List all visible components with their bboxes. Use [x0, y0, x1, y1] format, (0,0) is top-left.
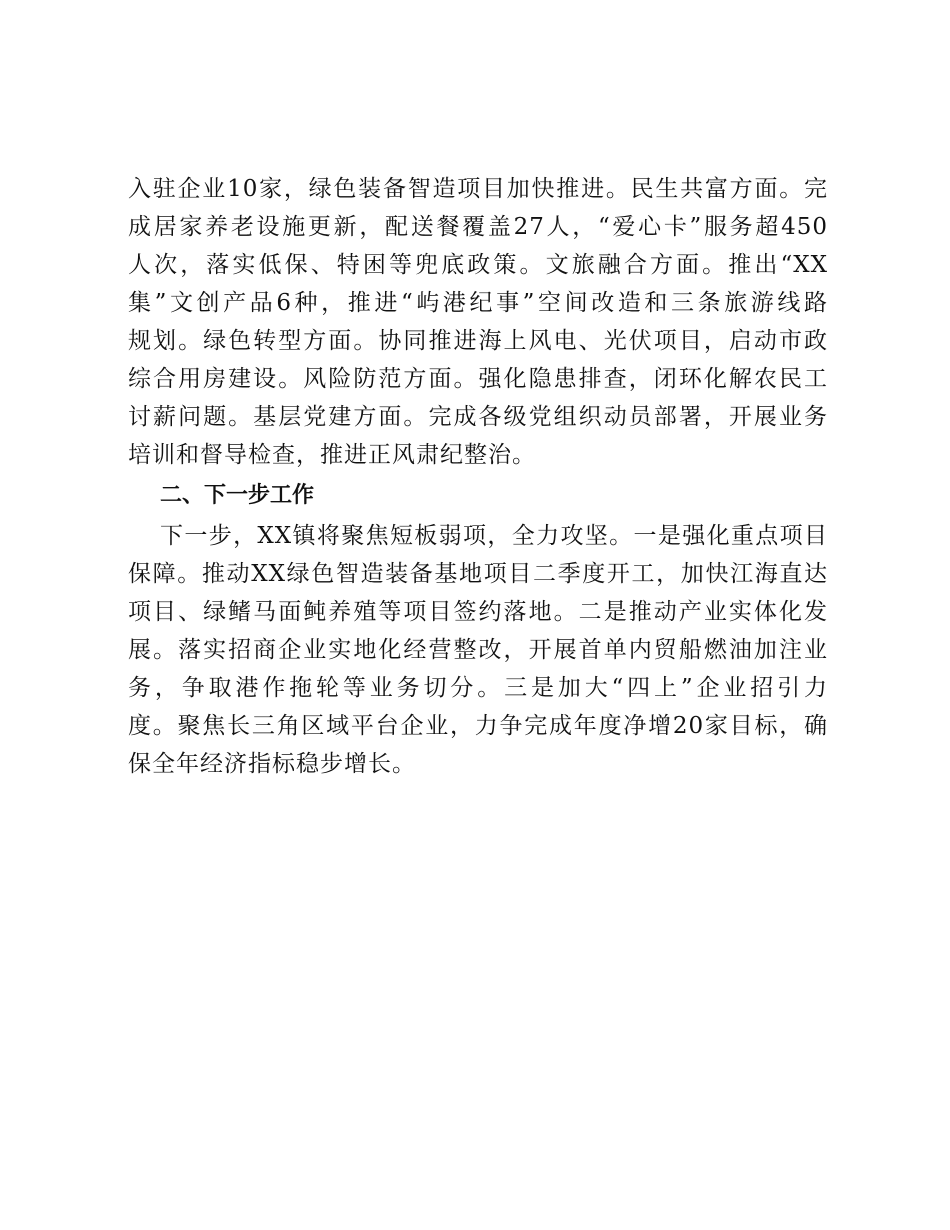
- paragraph-next-steps: [128, 517, 828, 783]
- paragraph-line: 讨薪问题。基层党建方面。完成各级党组织动员部署，开展业务: [128, 404, 828, 430]
- paragraph-line: 培训和督导检查，推进正风肃纪整治。: [128, 442, 536, 468]
- paragraph-line: 集”文创产品6种，推进“屿港纪事”空间改造和三条旅游线路: [128, 290, 828, 316]
- paragraph-work-summary: [128, 170, 828, 474]
- paragraph-line: 规划。绿色转型方面。协同推进海上风电、光伏项目，启动市政: [128, 328, 828, 354]
- paragraph-line: 入驻企业10家，绿色装备智造项目加快推进。民生共富方面。完: [128, 176, 828, 202]
- paragraph-line: 务，争取港作拖轮等业务切分。三是加大“四上”企业招引力: [128, 675, 828, 701]
- paragraph-line: 综合用房建设。风险防范方面。强化隐患排查，闭环化解农民工: [128, 366, 828, 392]
- paragraph-line: 展。落实招商企业实地化经营整改，开展首单内贸船燃油加注业: [128, 637, 828, 663]
- paragraph-line: 度。聚焦长三角区域平台企业，力争完成年度净增20家目标，确: [128, 713, 828, 739]
- paragraph-line: 下一步，XX镇将聚焦短板弱项，全力攻坚。一是强化重点项目: [160, 523, 828, 549]
- paragraph-line: 项目、绿鳍马面鲀养殖等项目签约落地。二是推动产业实体化发: [128, 599, 828, 625]
- document-body: [128, 170, 828, 783]
- section-heading-next-steps: 二、下一步工作: [160, 483, 315, 508]
- paragraph-line: 保障。推动XX绿色智造装备基地项目二季度开工，加快江海直达: [128, 561, 828, 587]
- paragraph-line: 成居家养老设施更新，配送餐覆盖27人，“爱心卡”服务超450: [128, 214, 828, 240]
- paragraph-line: 保全年经济指标稳步增长。: [128, 751, 416, 777]
- paragraph-line: 人次，落实低保、特困等兜底政策。文旅融合方面。推出“XX: [128, 252, 828, 278]
